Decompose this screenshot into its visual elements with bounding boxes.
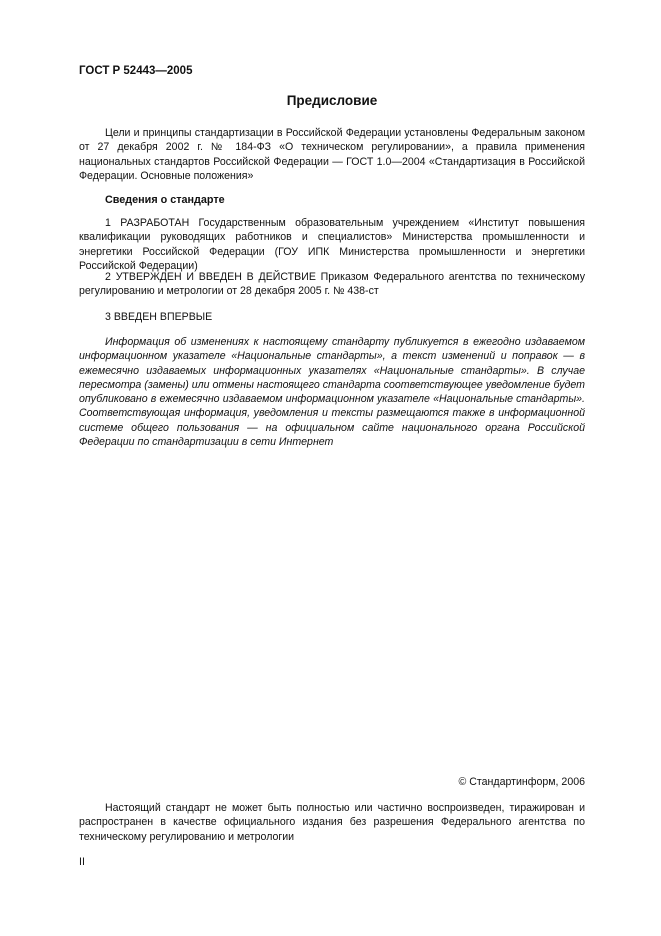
item-3-number: 3 (105, 311, 111, 323)
item-2-number: 2 (105, 271, 111, 283)
intro-paragraph: Цели и принципы стандартизации в Российской Федерации установлены Федеральным законом от 27 декабря 2002 г. № 184-ФЗ «О техническом регулировании», а правила применения национальных стандартов Российской Федерации — ГОСТ 1.0—2004 «Стандартизация в Российской Федерации. Основные положения» (79, 127, 585, 182)
item-3-text: ВВЕДЕН ВПЕРВЫЕ (113, 311, 213, 323)
item-1-text: РАЗРАБОТАН Государственным образовательным учреждением «Институт повышения квалификации руководящих работников и специалистов» Министерства промышленности и энергетики Российской Федерации (ГОУ ИПК Министерства промышленности и энергетики Российской Федерации) (79, 217, 585, 272)
page-title: Предисловие (286, 93, 378, 108)
copyright-line: © Стандартинформ, 2006 (458, 776, 585, 788)
item-3 (79, 310, 585, 324)
document-code-header: ГОСТ Р 52443—2005 (79, 65, 193, 77)
item-1-number: 1 (105, 217, 111, 229)
item-2 (79, 270, 585, 299)
item-2-text: УТВЕРЖДЕН И ВВЕДЕН В ДЕЙСТВИЕ Приказом Федерального агентства по техническому регулированию и метрологии от 28 декабря 2005 г. № 438-ст (79, 271, 585, 298)
reproduction-notice: Настоящий стандарт не может быть полностью или частично воспроизведен, тиражирован и распространен в качестве официального издания без разрешения Федерального агентства по техническому регулированию и метрологии (79, 802, 585, 843)
info-note-paragraph: Информация об изменениях к настоящему стандарту публикуется в ежегодно издаваемом информационном указателе «Национальные стандарты», а текст изменений и поправок — в ежемесячно издаваемых информационных указателях «Национальные стандарты». В случае пересмотра (замены) или отмены настоящего стандарта соответствующее уведомление будет опубликовано в ежемесячно издаваемом информационном указателе «Национальные стандарты». Соответствующая информация, уведомления и тексты размещаются также в информационной системе общего пользования — на официальном сайте национального органа Российской Федерации по стандартизации в сети Интернет (79, 336, 585, 449)
page-number: II (79, 856, 85, 868)
item-1 (79, 216, 585, 273)
section-heading: Сведения о стандарте (105, 194, 225, 206)
